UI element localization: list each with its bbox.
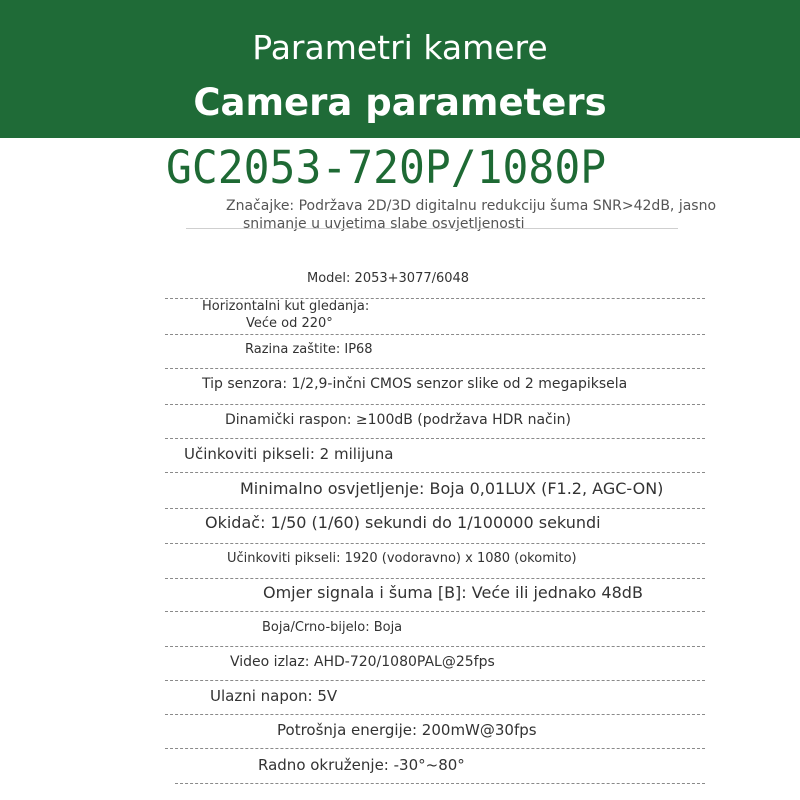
title-en: Camera parameters: [193, 81, 607, 124]
header-banner: [0, 0, 800, 138]
spec-effective-pixels: Učinkoviti pikseli: 2 milijuna: [184, 445, 394, 463]
spec-environment: Radno okruženje: -30°~80°: [258, 756, 465, 774]
spec-video-output: Video izlaz: AHD-720/1080PAL@25fps: [230, 654, 495, 670]
spec-shutter: Okidač: 1/50 (1/60) sekundi do 1/100000 sekundi: [205, 513, 601, 532]
spec-divider: [165, 611, 705, 612]
features-line-1: Značajke: Podržava 2D/3D digitalnu redukciju šuma SNR>42dB, jasno: [226, 198, 717, 214]
spec-dynamic-range: Dinamički raspon: ≥100dB (podržava HDR način): [225, 412, 571, 428]
model-title: GC2053-720P/1080P: [166, 142, 607, 195]
spec-divider: [165, 748, 705, 749]
spec-divider: [165, 646, 705, 647]
spec-view-angle-value: Veće od 220°: [246, 316, 333, 331]
spec-divider: [165, 334, 705, 335]
spec-resolution: Učinkoviti pikseli: 1920 (vodoravno) x 1080 (okomito): [227, 551, 577, 566]
title-local: Parametri kamere: [252, 28, 548, 67]
features-underline: [186, 228, 678, 229]
spec-divider: [165, 404, 705, 405]
spec-input-voltage: Ulazni napon: 5V: [210, 687, 338, 705]
spec-protection: Razina zaštite: IP68: [245, 342, 373, 357]
spec-divider: [165, 472, 705, 473]
spec-sensor: Tip senzora: 1/2,9-inčni CMOS senzor slike od 2 megapiksela: [202, 376, 628, 392]
spec-divider: [165, 680, 705, 681]
spec-min-illumination: Minimalno osvjetljenje: Boja 0,01LUX (F1.2, AGC-ON): [240, 479, 664, 498]
spec-divider: [165, 578, 705, 579]
spec-divider: [165, 368, 705, 369]
spec-power: Potrošnja energije: 200mW@30fps: [277, 721, 537, 739]
spec-divider: [165, 508, 705, 509]
features-line-2: snimanje u uvjetima slabe osvjetljenosti: [243, 216, 525, 232]
spec-model: Model: 2053+3077/6048: [307, 271, 470, 286]
spec-divider: [175, 783, 705, 784]
spec-divider: [165, 543, 705, 544]
spec-divider: [165, 714, 705, 715]
spec-view-angle-label: Horizontalni kut gledanja:: [202, 299, 370, 314]
spec-color: Boja/Crno-bijelo: Boja: [262, 620, 403, 635]
spec-snr: Omjer signala i šuma [B]: Veće ili jednako 48dB: [263, 583, 643, 602]
spec-divider: [165, 438, 705, 439]
